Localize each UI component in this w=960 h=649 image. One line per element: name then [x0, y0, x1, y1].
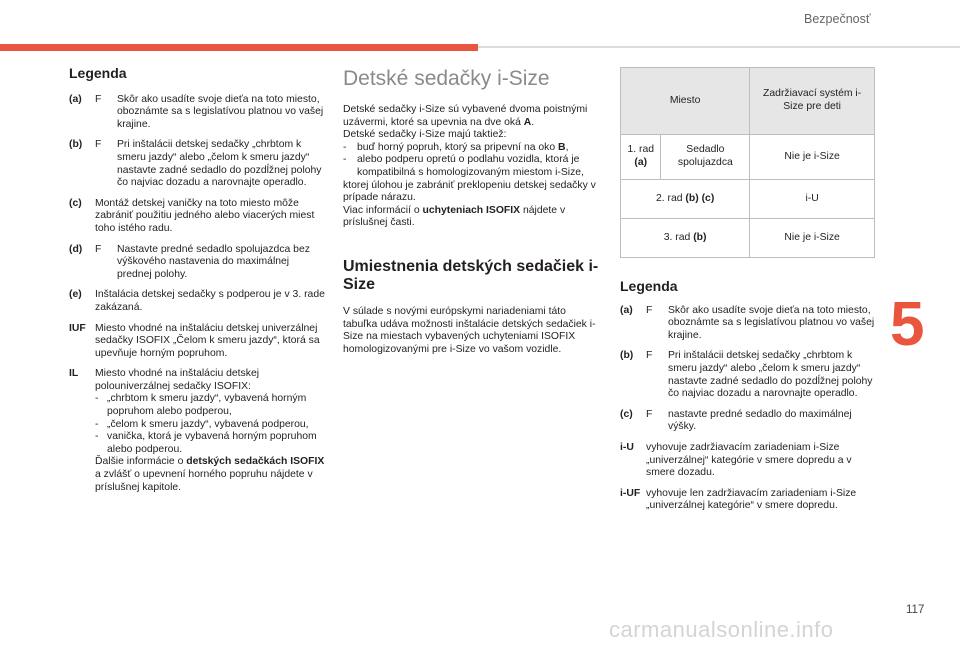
dash-text: „chrbtom k smeru jazdy“, vybavená horným popruhom alebo podperou,: [107, 393, 307, 418]
bullet-icon: F: [646, 408, 653, 420]
legend-text: Montáž detskej vaničky na toto miesto môže zabrániť použitiu jedného alebo viacerých miest toho istého radu.: [95, 197, 315, 234]
table-cell: Nie je i-Size: [750, 219, 875, 258]
legend-item: [620, 409, 875, 434]
legend-heading: Legenda: [69, 65, 127, 81]
section-color-bar: [0, 44, 478, 51]
bullet-icon: F: [95, 243, 102, 255]
table-header-row: [621, 68, 875, 135]
legend-key: (b): [69, 139, 83, 151]
table-cell: Nie je i-Size: [750, 135, 875, 180]
bold-ref: detských sedačkách ISOFIX: [186, 456, 325, 468]
table-cell: Sedadlo spolujazdca: [661, 135, 750, 180]
table-cell: 1. rad (a): [621, 135, 661, 180]
table-cell: i-U: [750, 180, 875, 219]
isize-table: [620, 67, 875, 258]
table-row: [621, 219, 875, 258]
paragraph: Detské sedačky i-Size sú vybavené dvoma poistnými uzávermi, ktoré sa upevnia na dve oká A.: [343, 104, 588, 128]
legend-item: [69, 139, 325, 189]
legend-item: [69, 323, 325, 361]
dash-item: - „chrbtom k smeru jazdy“, vybavená horným popruhom alebo podperou,: [95, 393, 307, 418]
legend-key: (c): [69, 197, 82, 209]
chapter-number: 5: [890, 290, 925, 359]
legend-text: Skôr ako usadíte svoje dieťa na toto miesto, oboznámte sa s legislatívou platnou vo vašej krajine.: [668, 304, 875, 341]
legend-key: i-UF: [620, 487, 641, 499]
legend-key: IL: [69, 368, 79, 380]
legend-item: [620, 442, 875, 480]
legend-text: Nastavte predné sedadlo spolujazdca bez výškového nastavenia do maximálnej prednej polohy.: [117, 243, 310, 280]
legend-text: Pri inštalácii detskej sedačky „chrbtom k smeru jazdy“ alebo „čelom k smeru jazdy“ nastavte zadné sedadlo do pozdĺžnej polohy čo najviac dozadu a narovnajte operadlo.: [117, 139, 322, 189]
legend-item-il: [69, 368, 325, 494]
legend-item: [69, 244, 325, 282]
bullet-icon: F: [646, 304, 653, 316]
table-row: [621, 180, 875, 219]
legend-text: Inštalácia detskej sedačky s podperou je v 3. rade zakázaná.: [95, 289, 325, 313]
legend-text: vyhovuje len zadržiavacím zariadeniam i-Size „univerzálnej kategórie“ v smere dopredu.: [646, 487, 857, 512]
legend-item: [69, 94, 325, 132]
legend-key: (e): [69, 289, 82, 301]
legend-key: (a): [69, 93, 82, 105]
page-number: 117: [906, 604, 925, 616]
legend-heading: Legenda: [620, 278, 678, 294]
legend-text: nastavte predné sedadlo do maximálnej výšky.: [668, 408, 852, 433]
table-cell: 2. rad (b) (c): [621, 180, 750, 219]
subsection-heading: Umiestnenia detských sedačiek i-Size: [343, 257, 599, 293]
bullet-icon: F: [95, 139, 102, 151]
dash-text: „čelom k smeru jazdy“, vybavená podperou,: [107, 418, 309, 430]
legend-item: [69, 198, 325, 236]
right-column: [620, 67, 875, 521]
legend-key: i-U: [620, 441, 634, 453]
legend-text: Pri inštalácii detskej sedačky „chrbtom k smeru jazdy“ alebo „čelom k smeru jazdy“ nastavte zadné sedadlo do pozdĺžnej polohy čo najviac dozadu a narovnajte operadlo.: [668, 350, 873, 400]
section-heading: Detské sedačky i-Size: [343, 67, 550, 90]
legend-text: Miesto vhodné na inštaláciu detskej polouniverzálnej sedačky ISOFIX:: [95, 368, 260, 392]
section-title: Bezpečnosť: [804, 12, 871, 26]
legend-key: (d): [69, 243, 83, 255]
more-info: Ďalšie informácie o detských sedačkách ISOFIX a zvlášť o upevnení horného popruhu nájdete v príslušnej kapitole.: [95, 456, 325, 493]
paragraph: Detské sedačky i-Size majú taktiež:: [343, 129, 507, 141]
legend-item: [620, 305, 875, 343]
dash-item: - buď horný popruh, ktorý sa pripevní na oko B,: [343, 141, 569, 153]
legend-key: (c): [620, 408, 633, 420]
table-row: [621, 135, 875, 180]
legend-item: [69, 289, 325, 314]
legend-key: (b): [620, 350, 634, 362]
dash-text: vanička, ktorá je vybavená horným popruhom alebo podperou.: [107, 431, 317, 455]
legend-item: [620, 350, 875, 400]
legend-key: IUF: [69, 322, 86, 334]
legend-text: vyhovuje zadržiavacím zariadeniam i-Size „univerzálnej“ kategórie v smere dopredu a v smere dozadu.: [646, 441, 852, 479]
bullet-icon: F: [646, 350, 653, 362]
left-column: [69, 67, 325, 502]
paragraph: V súlade s novými európskymi nariadeniami táto tabuľka udáva možnosti inštalácie detských sedačiek i-Size na miestach vybavených uchyteniami ISOFIX homologizovanými pre i-Size vo vašom vozidle.: [343, 305, 596, 355]
legend-text: Skôr ako usadíte svoje dieťa na toto miesto, oboznámte sa s legislatívou platnou vo vašej krajine.: [117, 93, 324, 130]
table-header-cell: Zadržiavací systém i-Size pre deti: [750, 68, 875, 135]
paragraph: Viac informácií o uchyteniach ISOFIX nájdete v príslušnej časti.: [343, 204, 566, 229]
watermark: carmanualsonline.info: [609, 617, 834, 642]
legend-text: Miesto vhodné na inštaláciu detskej univerzálnej sedačky ISOFIX „Čelom k smeru jazdy“, ktorá sa upevňuje horným popruhom.: [95, 322, 320, 359]
table-header-cell: Miesto: [621, 68, 750, 135]
header-rule: [478, 46, 960, 48]
legend-item: [620, 488, 875, 513]
dash-item: - vanička, ktorá je vybavená horným popruhom alebo podperou.: [95, 431, 317, 455]
paragraph: ktorej úlohou je zabrániť preklopeniu detskej sedačky v prípade nárazu.: [343, 179, 596, 204]
legend-key: (a): [620, 304, 633, 316]
dash-item: - „čelom k smeru jazdy“, vybavená podperou,: [95, 418, 309, 430]
bullet-icon: F: [95, 93, 102, 105]
table-cell: 3. rad (b): [621, 219, 750, 258]
middle-column: [343, 67, 599, 356]
dash-item: - alebo podperu opretú o podlahu vozidla, ktorá je kompatibilná s homologizovaným miestom i-Size,: [343, 154, 584, 178]
